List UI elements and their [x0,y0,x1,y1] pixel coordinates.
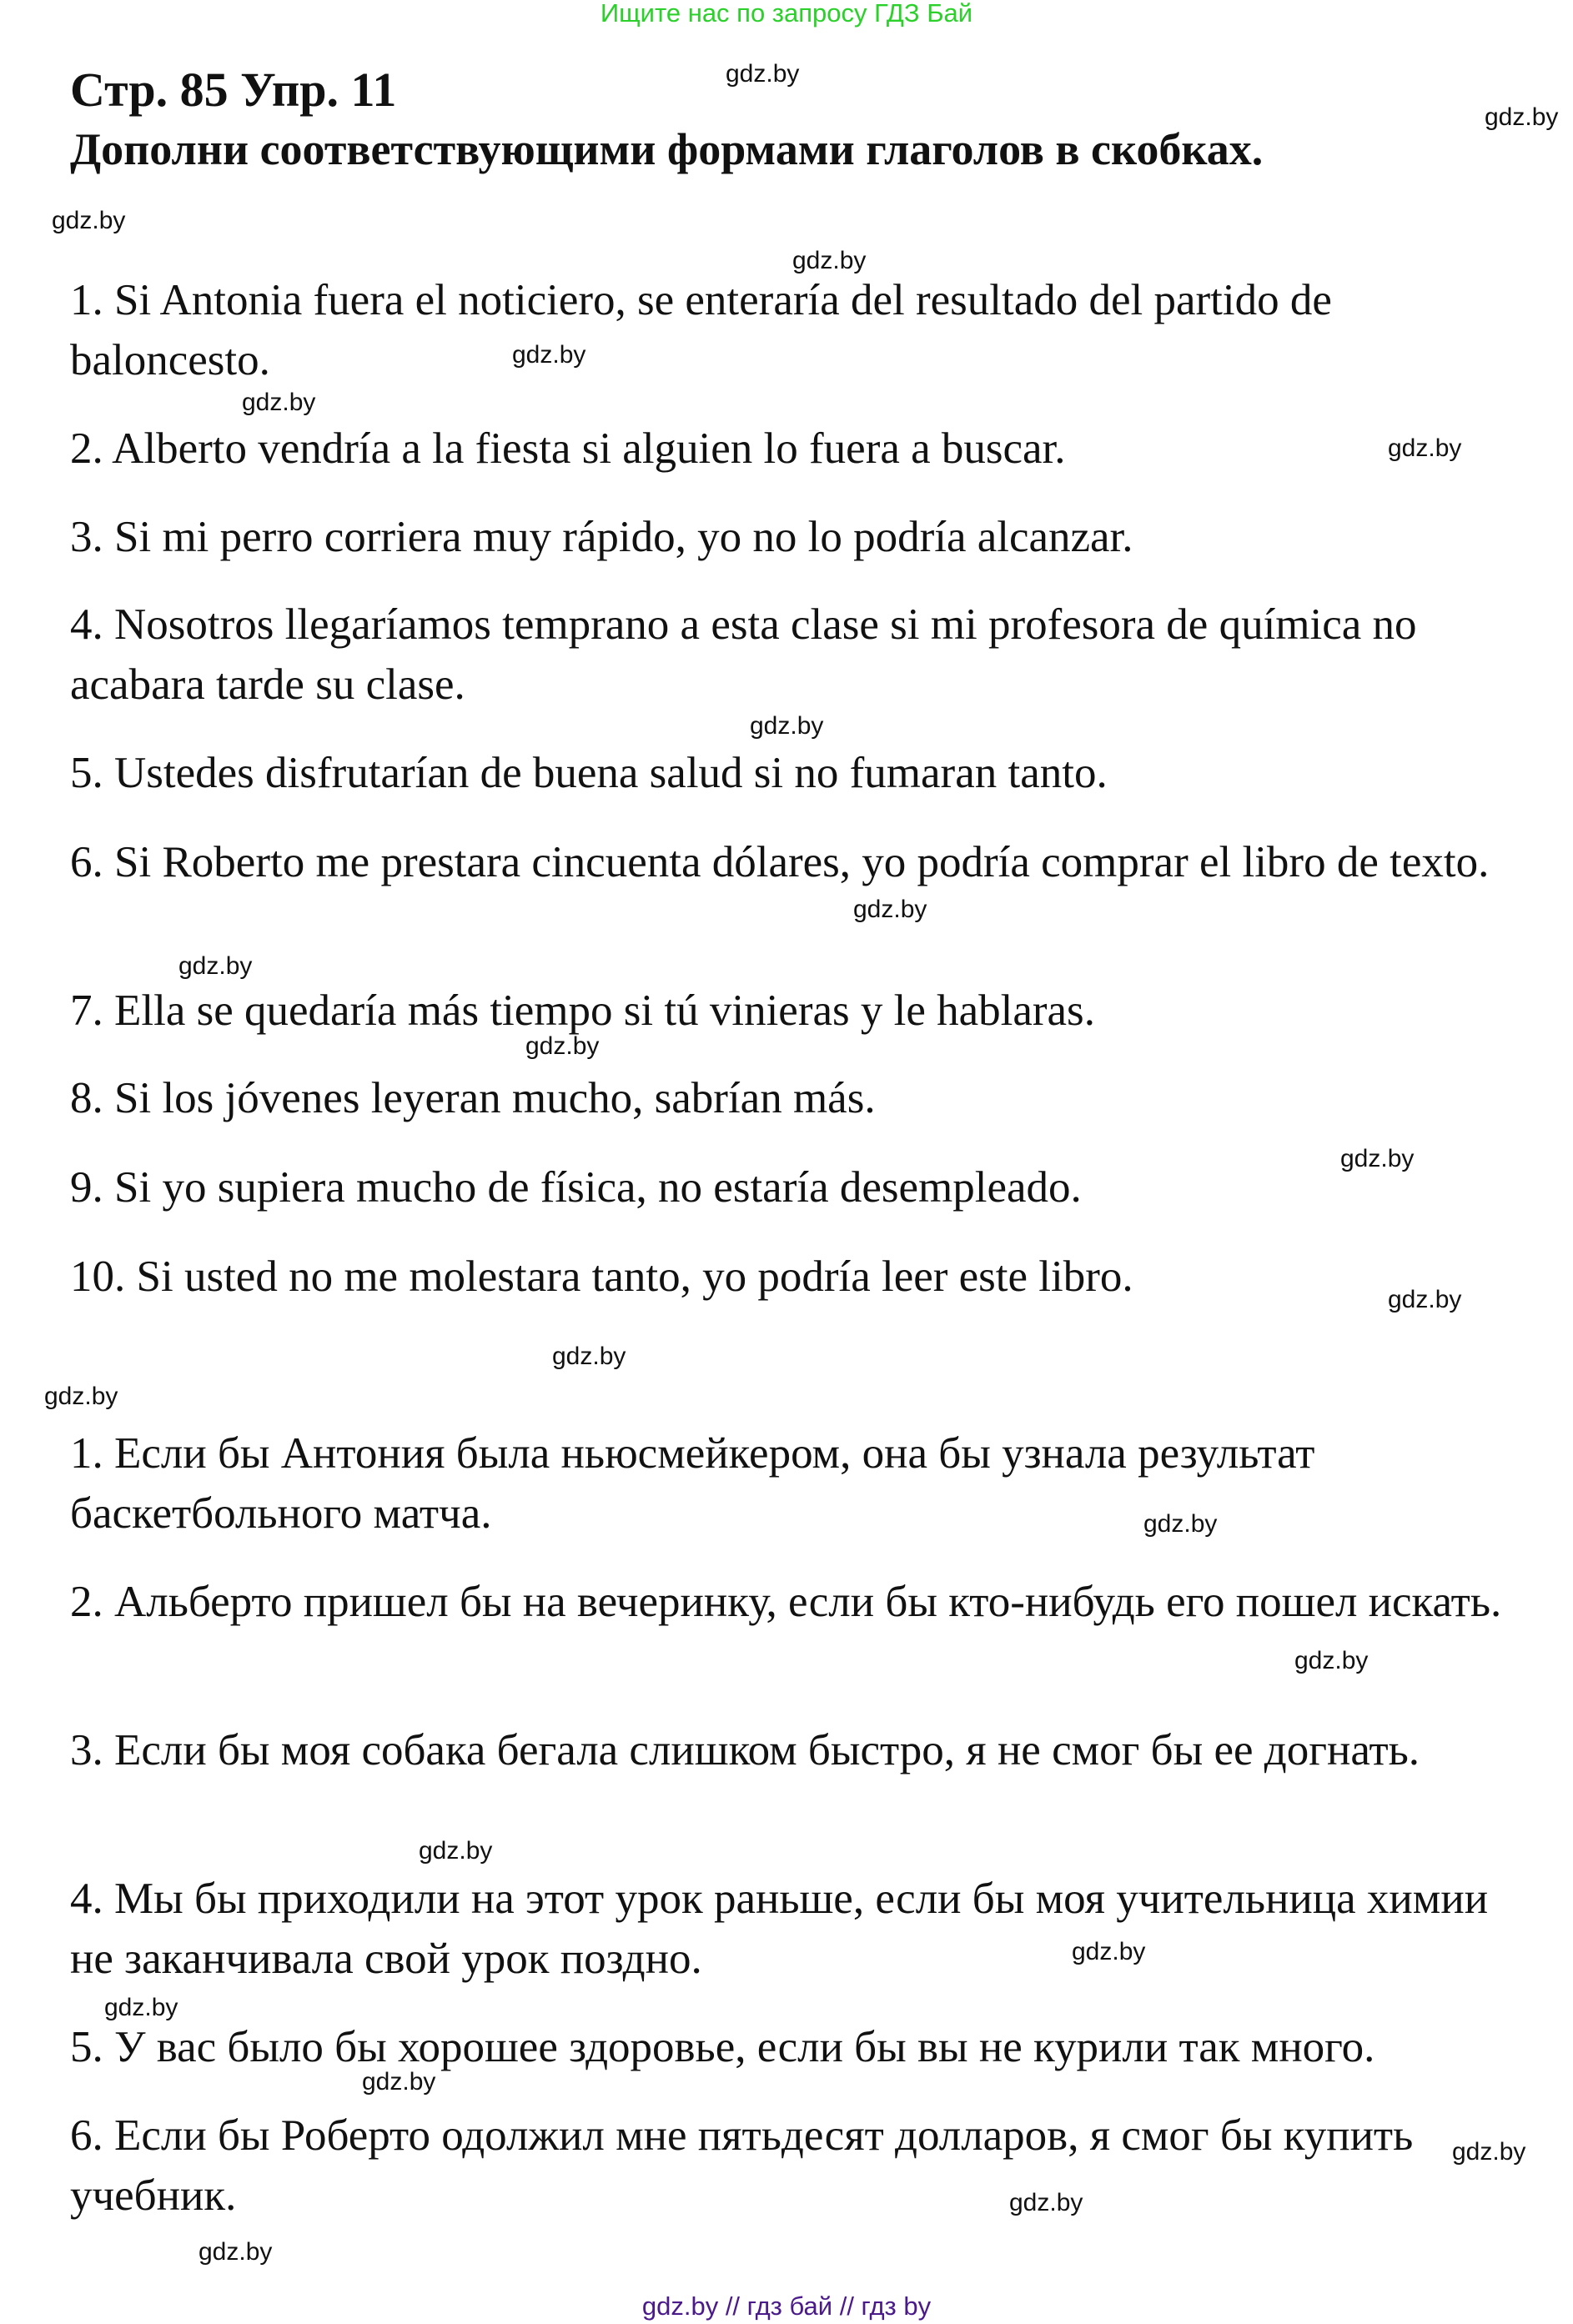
watermark: gdz.by [1452,2138,1526,2166]
search-banner[interactable]: Ищите нас по запросу ГДЗ Бай [600,0,973,28]
watermark: gdz.by [1009,2189,1083,2216]
spanish-item: 7. Ella se quedaría más tiempo si tú vinieras y le hablaras. [70,986,1095,1035]
russian-item: 2. Альберто пришел бы на вечеринку, если бы кто-нибудь его пошел искать. [70,1578,1502,1626]
watermark: gdz.by [242,389,316,416]
spanish-item: 6. Si Roberto me prestara cincuenta dólares, yo podría comprar el libro de texto. [70,838,1490,886]
watermark: gdz.by [1388,434,1462,462]
watermark: gdz.by [1340,1145,1415,1172]
watermark: gdz.by [1485,103,1559,131]
spanish-item: 8. Si los jóvenes leyeran mucho, sabrían más. [70,1074,876,1122]
spanish-item: 9. Si yo supiera mucho de física, no estaría desempleado. [70,1163,1082,1212]
watermark: gdz.by [362,2068,436,2096]
watermark: gdz.by [792,247,867,274]
russian-item: 3. Если бы моя собака бегала слишком быстро, я не смог бы ее догнать. [70,1726,1420,1774]
watermark: gdz.by [199,2238,273,2266]
spanish-item: 1. Si Antonia fuera el noticiero, se enteraría del resultado del partido de baloncesto. [70,276,1332,384]
watermark: gdz.by [419,1837,493,1865]
russian-item: 5. У вас было бы хорошее здоровье, если бы вы не курили так много. [70,2023,1375,2071]
watermark: gdz.by [104,1994,178,2021]
footer-links[interactable]: gdz.by // гдз бай // гдз by [641,2291,932,2321]
watermark: gdz.by [552,1343,626,1370]
spanish-item: 5. Ustedes disfrutarían de buena salud si no fumaran tanto. [70,749,1108,797]
spanish-item: 4. Nosotros llegaríamos temprano a esta clase si mi profesora de química no acabara tarde su clase. [70,600,1417,709]
page-title: Стр. 85 Упр. 11 [70,63,397,117]
watermark: gdz.by [750,712,824,740]
russian-item: 4. Мы бы приходили на этот урок раньше, если бы моя учительница химии не заканчивала свой урок поздно. [70,1875,1489,1983]
spanish-item: 10. Si usted no me molestara tanto, yo podría leer este libro. [70,1252,1133,1301]
watermark: gdz.by [1143,1510,1218,1538]
watermark: gdz.by [52,207,126,234]
watermark: gdz.by [525,1032,600,1060]
watermark: gdz.by [1294,1647,1369,1674]
watermark: gdz.by [178,952,253,980]
watermark: gdz.by [512,341,586,369]
russian-item: 6. Если бы Роберто одолжил мне пятьдесят долларов, я смог бы купить учебник. [70,2111,1414,2220]
russian-item: 1. Если бы Антония была ньюсмейкером, она бы узнала результат баскетбольного матча. [70,1429,1315,1538]
spanish-item: 3. Si mi perro corriera muy rápido, yo no lo podría alcanzar. [70,513,1133,561]
watermark: gdz.by [853,896,927,923]
spanish-item: 2. Alberto vendría a la fiesta si alguien lo fuera a buscar. [70,424,1066,473]
watermark: gdz.by [1388,1286,1462,1313]
watermark: gdz.by [726,60,800,88]
watermark: gdz.by [1072,1938,1146,1965]
watermark: gdz.by [44,1383,118,1410]
task-instruction: Дополни соответствующими формами глаголов в скобках. [70,124,1264,174]
